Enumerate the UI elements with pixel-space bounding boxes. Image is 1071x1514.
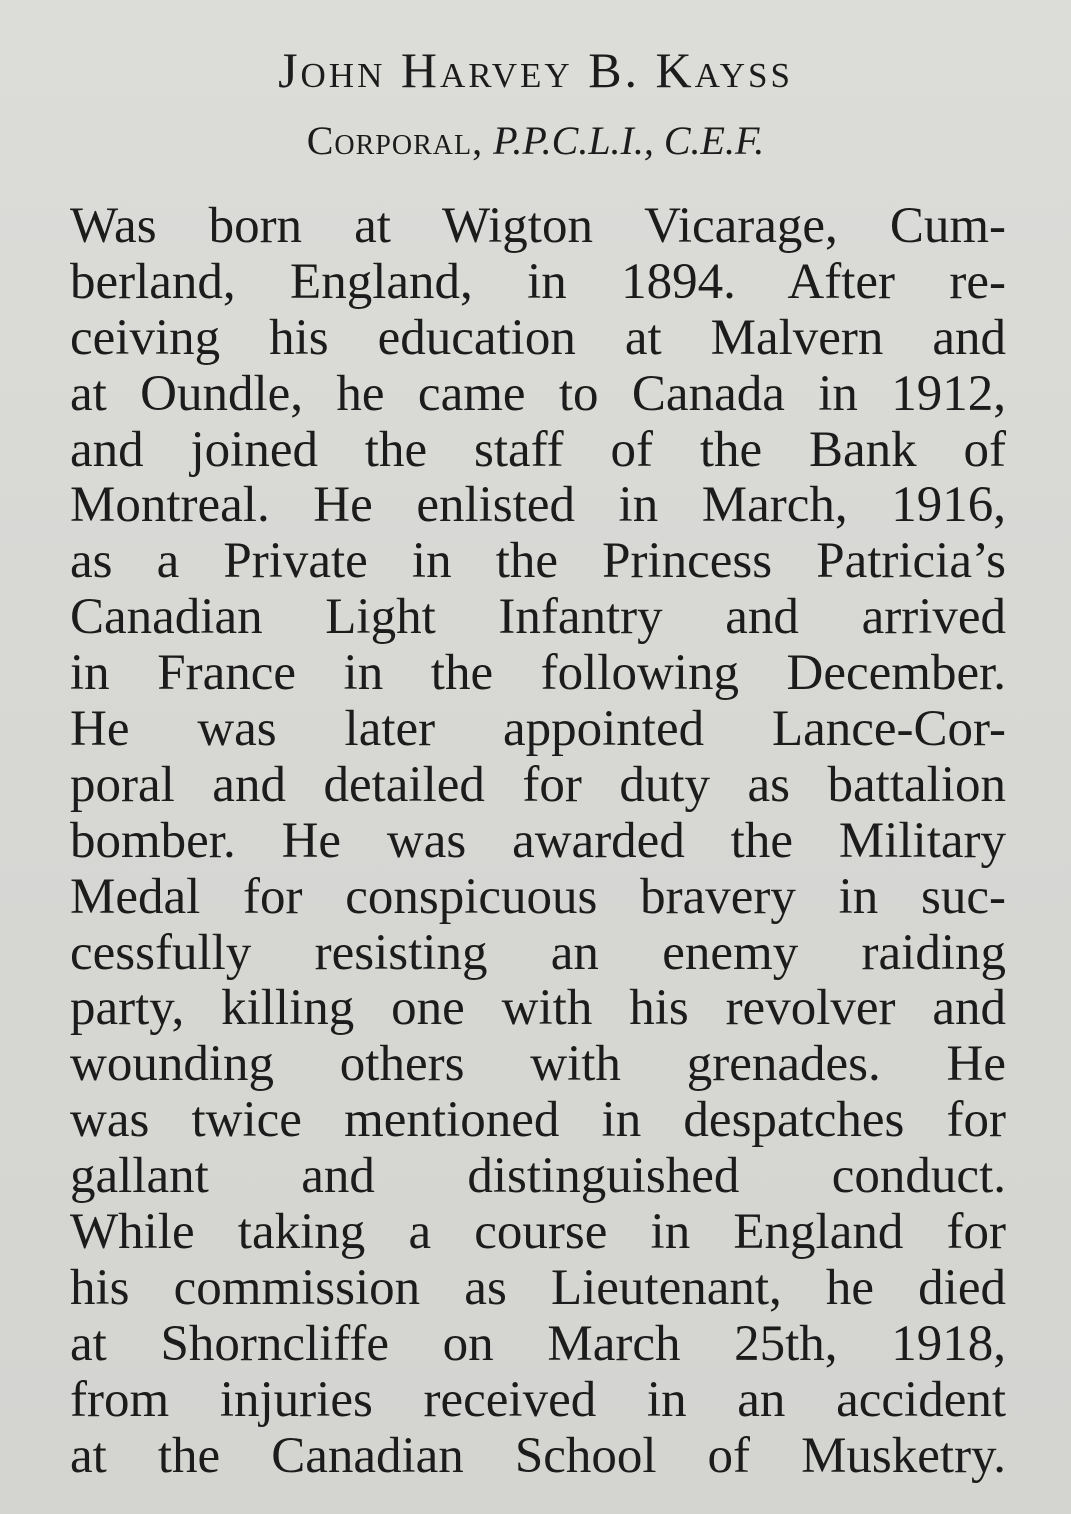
biography-line: at the Canadian School of Musketry.	[70, 1427, 1006, 1484]
biography-line: wounding others with grenades. He	[70, 1036, 1006, 1093]
biography-paragraph	[70, 199, 1006, 1484]
biography-line: Canadian Light Infantry and arrived	[70, 589, 1006, 646]
unit-abbreviations: P.P.C.L.I., C.E.F.	[493, 118, 765, 163]
biography-line: poral and detailed for duty as battalion	[70, 756, 1006, 813]
biography-line: in France in the following December.	[70, 645, 1006, 702]
biography-line: at Shorncliffe on March 25th, 1918,	[70, 1315, 1006, 1372]
biography-line: was twice mentioned in despatches for	[70, 1092, 1006, 1149]
biography-line: as a Private in the Princess Patricia’s	[70, 533, 1006, 590]
biography-line: ceiving his education at Malvern and	[70, 309, 1006, 366]
biography-line: at Oundle, he came to Canada in 1912,	[70, 365, 1006, 422]
rank-and-unit-subheading	[0, 116, 1071, 166]
rank-title: Corporal,	[306, 118, 484, 163]
biography-line: bomber. He was awarded the Military	[70, 812, 1006, 869]
biography-line: gallant and distinguished conduct.	[70, 1148, 1006, 1205]
biography-line: While taking a course in England for	[70, 1204, 1006, 1261]
biography-line: He was later appointed Lance-Cor-	[70, 701, 1006, 758]
biography-line: Montreal. He enlisted in March, 1916,	[70, 477, 1006, 534]
biography-line: cessfully resisting an enemy raiding	[70, 924, 1006, 981]
biography-line: Was born at Wigton Vicarage, Cum-	[70, 198, 1006, 254]
biography-line: his commission as Lieutenant, he died	[70, 1259, 1006, 1316]
person-name-heading: John Harvey B. Kayss	[278, 42, 793, 98]
biography-line: berland, England, in 1894. After re-	[70, 253, 1006, 310]
biography-line: and joined the staff of the Bank of	[70, 421, 1006, 478]
biography-line: from injuries received in an accident	[70, 1371, 1006, 1428]
biography-line: Medal for conspicuous bravery in suc-	[70, 868, 1006, 925]
biography-line: party, killing one with his revolver and	[70, 980, 1006, 1037]
